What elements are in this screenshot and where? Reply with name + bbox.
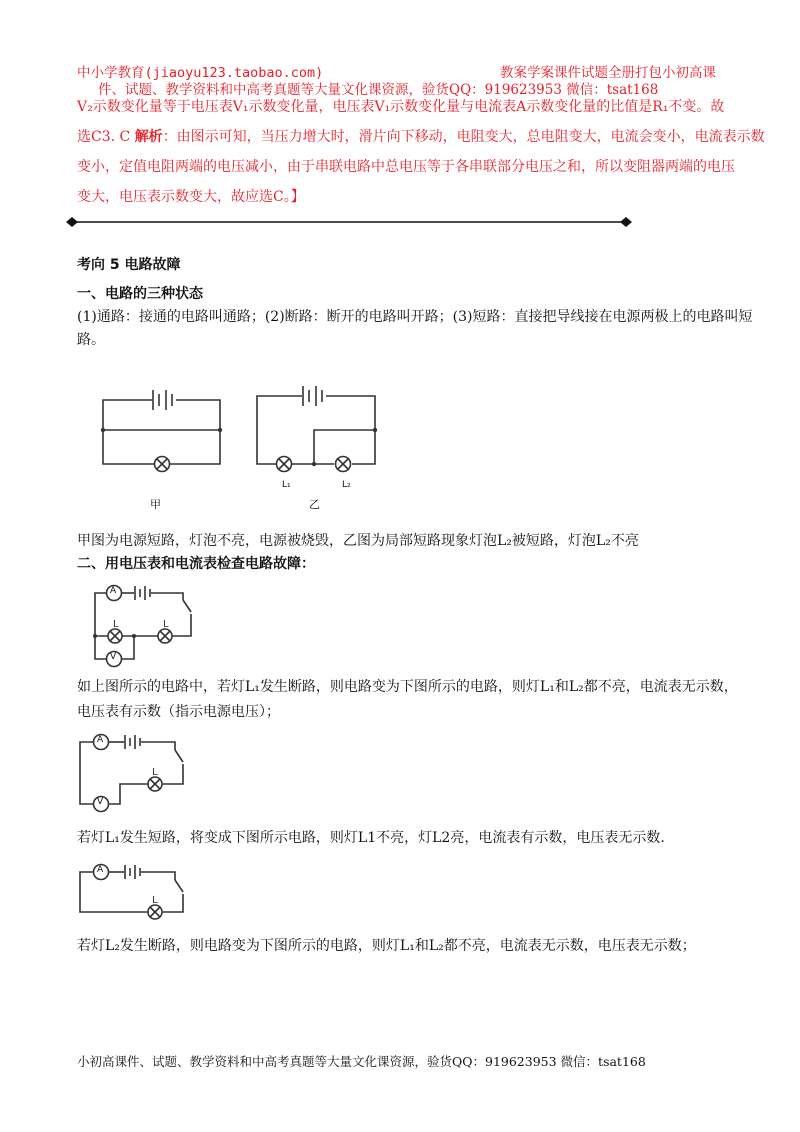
fig-label-yi: 乙 [309, 498, 320, 511]
section-title: 考向 5 电路故障 [77, 257, 181, 273]
analysis-label: 解析 [134, 129, 163, 145]
caption-short-circuit: 甲图为电源短路，灯泡不亮，电源被烧毁，乙图为局部短路现象灯泡L₂被短路，灯泡L₂不亮 [77, 533, 639, 549]
paragraph-l1-short: 若灯L₁发生短路，将变成下图所示电路，则灯L1不亮，灯L2亮，电流表有示数，电压表无示数. [77, 830, 665, 846]
answer-line1: V₂示数变化量等于电压表V₁示数变化量，电压表V₁示数变化量与电流表A示数变化量的比值是R₁不变。故 [77, 99, 725, 115]
fig1-l2-label: L₂ [342, 480, 351, 490]
voltmeter-label-2: V [97, 797, 104, 807]
fig-label-jia: 甲 [150, 498, 161, 511]
header-left: 中小学教育(jiaoyu123.taobao.com) [77, 65, 324, 81]
paragraph-l2-open: 若灯L₂发生断路，则电路变为下图所示的电路，则灯L₁和L₂都不亮，电流表无示数，电压表无示数； [77, 938, 696, 954]
svg-text:L: L [163, 619, 169, 630]
subheading-three-states: 一、电路的三种状态 [77, 286, 203, 302]
voltmeter-label: V [110, 652, 117, 662]
svg-text:L: L [113, 619, 119, 630]
subheading-meters: 二、用电压表和电流表检查电路故障： [77, 556, 315, 572]
paragraph-states-line2: 路。 [77, 332, 105, 348]
svg-text:L: L [152, 895, 158, 906]
answer-line4: 变大，电压表示数变大，故应选C。】 [77, 189, 305, 205]
svg-text:L: L [152, 767, 158, 778]
paragraph-states-line1: (1)通路：接通的电路叫通路；(2)断路：断开的电路叫开路；(3)短路：直接把导线接在电源两极上的电路叫短 [77, 309, 753, 325]
paragraph-l1-open-line2: 电压表有示数（指示电源电压）； [77, 704, 280, 720]
header-right: 教案学案课件试题全册打包小初高课 [500, 65, 716, 81]
paragraph-l1-open-line1: 如上图所示的电路中，若灯L₁发生断路，则电路变为下图所示的电路，则灯L₁和L₂都不亮，电流表无示数， [77, 679, 738, 695]
ammeter-label: A [110, 586, 117, 596]
answer-line2-a: 选C3. C [77, 129, 135, 145]
footer-text: 小初高课件、试题、教学资料和中高考真题等大量文化课资源，验货QQ：919623953 微信：tsat168 [77, 1054, 646, 1069]
ammeter-label-3: A [97, 865, 104, 875]
ammeter-label-2: A [97, 735, 104, 745]
answer-line2-c: ：由图示可知，当压力增大时，滑片向下移动，电阻变大，总电阻变大，电流会变小，电流表示数 [162, 129, 765, 145]
answer-line3: 变小，定值电阻两端的电压减小，由于串联电路中总电压等于各串联部分电压之和，所以变阻器两端的电压 [77, 159, 735, 175]
header-line2: 件、试题、教学资料和中高考真题等大量文化课资源，验货QQ：919623953 微信：tsat168 [98, 82, 659, 98]
fig1-l1-label: L₁ [282, 480, 291, 490]
